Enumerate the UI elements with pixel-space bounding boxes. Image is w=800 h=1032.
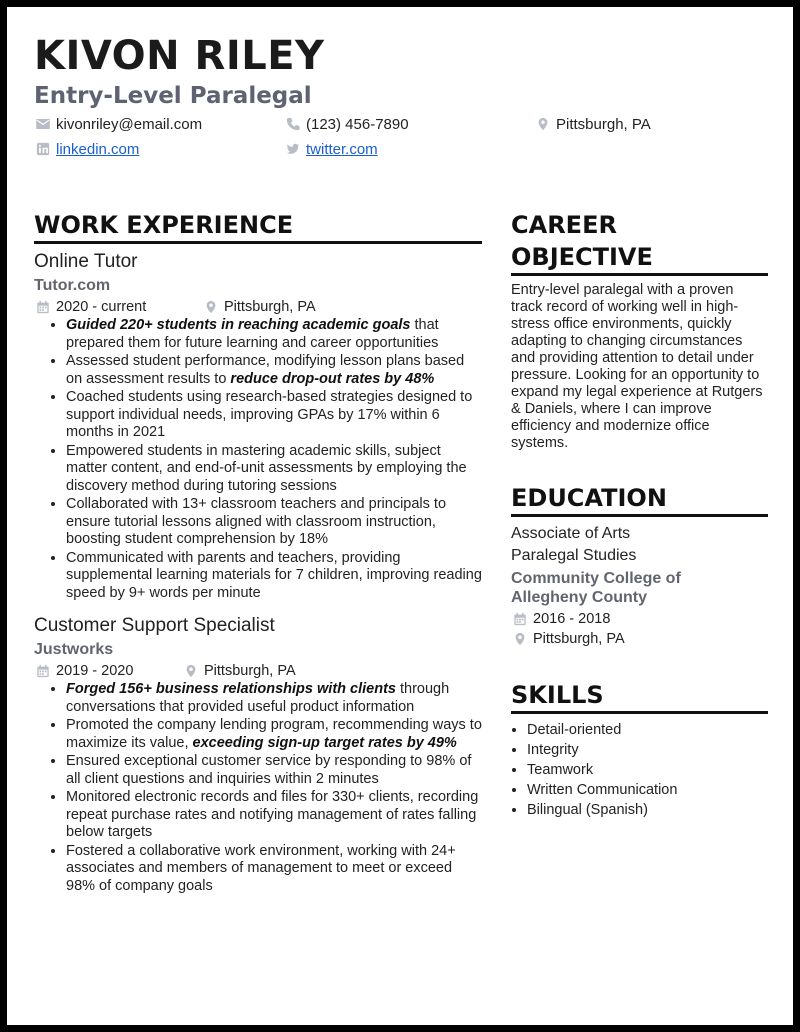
company-name: Tutor.com: [34, 277, 111, 294]
list-item: • Integrity: [527, 740, 768, 760]
twitter-link[interactable]: twitter.com: [306, 140, 378, 158]
map-pin-icon: [204, 300, 218, 314]
skills-list: [511, 720, 768, 820]
list-item: • Collaborated with 13+ classroom teachers and principals to ensure tutorial lessons aligned with classroom instruction, boosting student comprehension by 18%: [66, 496, 482, 549]
job-location: [204, 297, 316, 317]
candidate-title: Entry-Level Paralegal: [34, 83, 312, 109]
heading-line: OBJECTIVE: [511, 243, 653, 271]
contact-twitter[interactable]: [286, 138, 378, 160]
list-item: • Communicated with parents and teachers, providing supplemental learning materials for 7 children, improving reading speed by 9+ words per minute: [66, 550, 482, 603]
job-entry: [34, 614, 482, 895]
envelope-icon: [36, 117, 50, 131]
list-item: • Written Communication: [527, 780, 768, 800]
list-item: • Assessed student performance, modifying lesson plans based on assessment results to reduce drop-out rates by 48%: [66, 353, 482, 388]
linkedin-link[interactable]: linkedin.com: [56, 140, 140, 158]
map-pin-icon: [536, 117, 550, 131]
job-bullets: [34, 317, 482, 602]
contact-email: [36, 113, 202, 135]
left-column: [34, 209, 482, 896]
contact-location: [536, 113, 651, 135]
calendar-icon: [36, 300, 50, 314]
list-item: • Teamwork: [527, 760, 768, 780]
phone-text: (123) 456-7890: [306, 115, 409, 133]
degree: Associate of Arts: [511, 525, 631, 542]
school-name: [511, 569, 768, 607]
list-item: • Promoted the company lending program, recommending ways to maximize its value, exceeding sign-up target rates by 49%: [66, 717, 482, 752]
calendar-icon: [513, 612, 527, 626]
phone-icon: [286, 117, 300, 131]
email-text: kivonriley@email.com: [56, 115, 203, 133]
job-entry: [34, 250, 482, 602]
company-name: Justworks: [34, 641, 114, 658]
career-objective-text: Entry-level paralegal with a proven track record of working well in high-stress office environments, quickly adapting to changing circumstances and providing attention to detail under pressure. Looking for an opportunity to expand my legal experience at Rutgers & Daniels, where I can improve efficiency and modernize office systems.: [511, 282, 763, 451]
job-title: Online Tutor: [34, 251, 138, 272]
job-dates-text: 2020 - current: [56, 299, 147, 315]
list-item: • Coached students using research-based strategies designed to support individual needs, improving GPAs by 17% within 6 months in 2021: [66, 389, 482, 442]
list-item: • Fostered a collaborative work environment, working with 24+ associates and members of management to meet or exceed 98% of company goals: [66, 843, 482, 896]
education-dates-text: 2016 - 2018: [533, 611, 611, 627]
education-location: [511, 629, 768, 649]
list-item: • Bilingual (Spanish): [527, 800, 768, 820]
job-location-text: Pittsburgh, PA: [224, 299, 316, 315]
job-title: Customer Support Specialist: [34, 615, 275, 636]
location-text: Pittsburgh, PA: [556, 115, 651, 133]
twitter-icon: [286, 142, 300, 156]
list-item: • Empowered students in mastering academic skills, subject matter content, and end-of-unit assessments by employing the discovery method during tutoring sessions: [66, 443, 482, 496]
skills-heading: SKILLS: [511, 679, 768, 714]
job-dates: [36, 661, 133, 681]
career-objective-heading: [511, 209, 768, 276]
map-pin-icon: [513, 632, 527, 646]
contact-info: [34, 113, 768, 163]
job-location: [184, 661, 296, 681]
work-experience-heading: WORK EXPERIENCE: [34, 209, 482, 244]
job-bullets: [34, 681, 482, 895]
contact-linkedin[interactable]: [36, 138, 139, 160]
job-dates: [36, 297, 146, 317]
candidate-name: KIVON RILEY: [34, 33, 325, 79]
list-item: • Detail-oriented: [527, 720, 768, 740]
resume-content: [34, 33, 768, 894]
list-item: • Monitored electronic records and files for 330+ clients, recording repeat purchase rates and notifying management of rates falling below targets: [66, 789, 482, 842]
field-of-study: Paralegal Studies: [511, 547, 637, 564]
heading-line: CAREER: [511, 211, 617, 239]
education-location-text: Pittsburgh, PA: [533, 631, 625, 647]
list-item: • Guided 220+ students in reaching academic goals that prepared them for future learning and career opportunities: [66, 317, 482, 352]
map-pin-icon: [184, 664, 198, 678]
job-meta: [34, 297, 482, 317]
job-location-text: Pittsburgh, PA: [204, 663, 296, 679]
list-item: • Ensured exceptional customer service by responding to 98% of all client questions and inquiries within 2 minutes: [66, 753, 482, 788]
linkedin-icon: [36, 142, 50, 156]
job-meta: [34, 661, 482, 681]
contact-phone: [286, 113, 409, 135]
education-heading: EDUCATION: [511, 482, 768, 517]
education-dates: [511, 609, 768, 629]
calendar-icon: [36, 664, 50, 678]
school-line: Allegheny County: [511, 589, 648, 606]
right-column: [511, 209, 768, 820]
school-line: Community College of: [511, 570, 681, 587]
list-item: • Forged 156+ business relationships with clients through conversations that provided useful product information: [66, 681, 482, 716]
job-dates-text: 2019 - 2020: [56, 663, 134, 679]
